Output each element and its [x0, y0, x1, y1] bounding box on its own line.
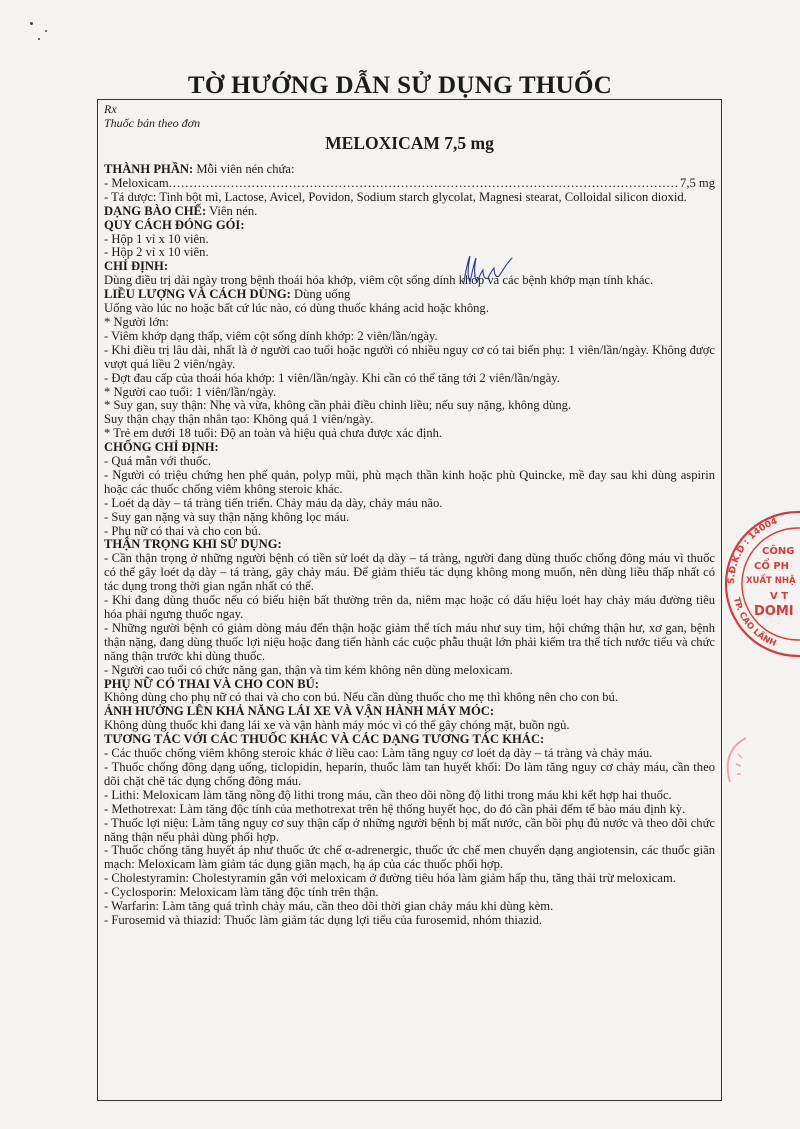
scan-speck	[38, 38, 40, 40]
excipients: - Tá dược: Tinh bột mì, Lactose, Avicel, Povidon, Sodium starch glycolat, Magnesi stearat, Colloidal silicon dioxid.	[104, 189, 687, 204]
dosage-line: * Người cao tuổi: 1 viên/lần/ngày.	[104, 384, 277, 399]
stamp-line-3: XUẤT NHẬ	[746, 576, 796, 586]
packaging-item: - Hộp 1 vỉ x 10 viên.	[104, 231, 209, 246]
precaution-line: - Cần thận trọng ở những người bệnh có tiền sử loét dạ dày – tá tràng, người đang dùng thuốc chống đông máu vì thuốc có thể gây loét dạ dày – tá tràng, gây chảy máu. Để giảm thiểu tác dụng không mong muốn, nên dùng liều thấp nhất có tác dụng trong thời gian ngắn nhất có thể.	[104, 551, 715, 594]
leaflet-frame	[97, 99, 722, 1101]
dosage-line: - Khi điều trị lâu dài, nhất là ở người cao tuổi hoặc người có nhiều nguy cơ có tai biến phụ: 1 viên/lần/ngày. Không được vượt quá liều 2 viên/ngày.	[104, 342, 715, 371]
interaction-line: - Cyclosporin: Meloxicam làm tăng độc tính trên thận.	[104, 885, 379, 900]
dosage-line: * Suy gan, suy thận: Nhẹ và vừa, không cần phải điều chỉnh liều; nếu suy nặng, không dùng.	[104, 398, 572, 413]
pregnancy-heading: PHỤ NỮ CÓ THAI VÀ CHO CON BÚ:	[104, 676, 319, 691]
prescription-note: Thuốc bán theo đơn	[104, 116, 201, 130]
packaging-item: - Hộp 2 vỉ x 10 viên.	[104, 245, 209, 260]
dosage-line: * Trẻ em dưới 18 tuổi: Độ an toàn và hiệu quả chưa được xác định.	[104, 426, 443, 441]
dosage-line: - Đợt đau cấp của thoái hóa khớp: 1 viên/lần/ngày. Khi cần có thể tăng tới 2 viên/lần/ngày.	[104, 370, 560, 385]
dosage-route: Dùng uống	[290, 287, 351, 302]
interaction-line: - Methotrexat: Làm tăng độc tính của methotrexat trên hệ thống huyết học, do đó cần phải đếm tế bào máu định kỳ.	[104, 801, 686, 816]
driving-text: Không dùng thuốc khi đang lái xe và vận hành máy móc vì có thể gây chóng mặt, buồn ngủ.	[104, 718, 570, 733]
contraindication-line: - Loét dạ dày – tá tràng tiến triển. Chảy máu dạ dày, chảy máu não.	[104, 495, 443, 510]
faint-stamp-mark	[716, 734, 756, 794]
company-stamp	[708, 508, 800, 658]
contraindication-line: - Người có triệu chứng hen phế quản, polyp mũi, phù mạch thần kinh hoặc phù Quincke, mề đay sau khi dùng aspirin hoặc các thuốc chống viêm không steroic khác.	[104, 467, 715, 496]
pregnancy-text: Không dùng cho phụ nữ có thai và cho con bú. Nếu cần dùng thuốc cho mẹ thì không nên cho con bú.	[104, 690, 618, 705]
interaction-line: - Cholestyramin: Cholestyramin gắn với meloxicam ở đường tiêu hóa làm giảm hấp thu, tăng thải trừ meloxicam.	[104, 871, 676, 886]
dosage-form-value: Viên nén.	[206, 203, 258, 218]
dosage-line: * Người lớn:	[104, 314, 169, 329]
precaution-line: - Người cao tuổi có chức năng gan, thận và tim kém không nên dùng meloxicam.	[104, 662, 513, 677]
stamp-line-1: CÔNG	[762, 546, 795, 557]
precaution-line: - Khi đang dùng thuốc nếu có biểu hiện bất thường trên da, niêm mạc hoặc có dấu hiệu loét hay chảy máu đường tiêu hóa phải ngưng thuốc ngay.	[104, 593, 715, 621]
interaction-line: - Thuốc chống tăng huyết áp như thuốc ức chế α-adrenergic, thuốc ức chế men chuyển dạng angiotensin, các thuốc giãn mạch: Meloxicam làm giảm tác dụng giãn mạch, hạ áp của các thuốc phối hợp.	[104, 843, 715, 872]
indication-text: Dùng điều trị dài ngày trong bệnh thoái hóa khớp, viêm cột sống dính khớp và các bệnh khớp mạn tính khác.	[104, 273, 654, 288]
composition-heading: THÀNH PHẦN:	[104, 162, 194, 176]
dosage-line: Suy thận chạy thận nhân tạo: Không quá 1 viên/ngày.	[104, 412, 374, 427]
stamp-line-2: CỔ PH	[754, 561, 790, 572]
page-title: TỜ HƯỚNG DẪN SỬ DỤNG THUỐC	[187, 72, 613, 99]
indication-heading: CHỈ ĐỊNH:	[104, 259, 169, 274]
handwritten-signature	[458, 252, 518, 288]
dosage-form-section	[104, 205, 715, 219]
dosage-heading: LIỀU LƯỢNG VÀ CÁCH DÙNG:	[104, 287, 291, 302]
scan-speck	[30, 22, 33, 25]
composition-section	[104, 163, 715, 177]
dosage-line: - Viêm khớp dạng thấp, viêm cột sống dính khớp: 2 viên/lần/ngày.	[104, 328, 438, 343]
active-ingredient-row	[104, 177, 715, 191]
rx-label: Rx	[104, 102, 117, 116]
precaution-line: - Những người bệnh có giảm dòng máu đến thận hoặc giảm thể tích máu như suy tim, hội chứng thận hư, xơ gan, bệnh thận nặng, đang dùng thuốc lợi niệu hoặc đang tiến hành các cuộc phẫu thuật lớn phải kiểm tra thể tích nước tiểu và chức năng thận trước khi dùng thuốc.	[104, 620, 715, 663]
precautions-heading: THẬN TRỌNG KHI SỬ DỤNG:	[104, 537, 282, 552]
stamp-line-4: V T	[770, 591, 789, 602]
stamp-ring-bottom-text: TP. CAO LÃNH	[731, 596, 778, 649]
active-ingredient-name: - Meloxicam	[104, 175, 169, 190]
interactions-heading: TƯƠNG TÁC VỚI CÁC THUỐC KHÁC VÀ CÁC DẠNG TƯƠNG TÁC KHÁC:	[104, 732, 545, 747]
composition-intro: Mỗi viên nén chứa:	[193, 162, 295, 176]
interaction-line: - Furosemid và thiazid: Thuốc làm giảm tác dụng lợi tiểu của furosemid, nhóm thiazid.	[104, 912, 543, 927]
dosage-section	[104, 288, 715, 302]
interaction-line: - Warfarin: Làm tăng quá trình chảy máu, cần theo dõi thời gian chảy máu khi dùng kèm.	[104, 899, 554, 914]
dosage-form-heading: DẠNG BÀO CHẾ:	[104, 203, 207, 218]
drug-name: MELOXICAM 7,5 mg	[325, 133, 494, 153]
interaction-line: - Thuốc chống đông dạng uống, ticlopidin, heparin, thuốc làm tan huyết khối: Do làm tăng nguy cơ chảy máu, cần theo dõi chặt chẽ tác dụng chống đông máu.	[104, 759, 715, 788]
dot-leader	[169, 177, 680, 191]
stamp-ring-text: S.Đ.K.D : 14004	[726, 516, 779, 585]
contraindication-line: - Phụ nữ có thai và cho con bú.	[104, 523, 261, 538]
scan-speck	[45, 30, 47, 32]
driving-heading: ẢNH HƯỞNG LÊN KHẢ NĂNG LÁI XE VÀ VẬN HÀNH MÁY MÓC:	[104, 704, 495, 719]
packaging-heading: QUY CÁCH ĐÓNG GÓI:	[104, 217, 245, 232]
active-ingredient-amount: 7,5 mg	[680, 175, 715, 190]
interaction-line: - Lithi: Meloxicam làm tăng nồng độ lithi trong máu, cần theo dõi nồng độ lithi trong máu khi kết hợp hai thuốc.	[104, 787, 672, 802]
interaction-line: - Các thuốc chống viêm không steroic khác ở liều cao: Làm tăng nguy cơ loét dạ dày – tá tràng và chảy máu.	[104, 746, 653, 761]
contraindications-heading: CHỐNG CHỈ ĐỊNH:	[104, 440, 219, 455]
stamp-brand: DOMI	[754, 604, 794, 619]
interaction-line: - Thuốc lợi niệu: Làm tăng nguy cơ suy thận cấp ở những người bệnh bị mất nước, cần bồi phụ đủ nước và theo dõi chức năng thận nếu phải dùng phối hợp.	[104, 815, 715, 844]
contraindication-line: - Suy gan nặng và suy thận nặng không lọc máu.	[104, 509, 350, 524]
dosage-line: Uống vào lúc no hoặc bất cứ lúc nào, có dùng thuốc kháng acid hoặc không.	[104, 301, 489, 316]
contraindication-line: - Quá mẫn với thuốc.	[104, 454, 212, 469]
